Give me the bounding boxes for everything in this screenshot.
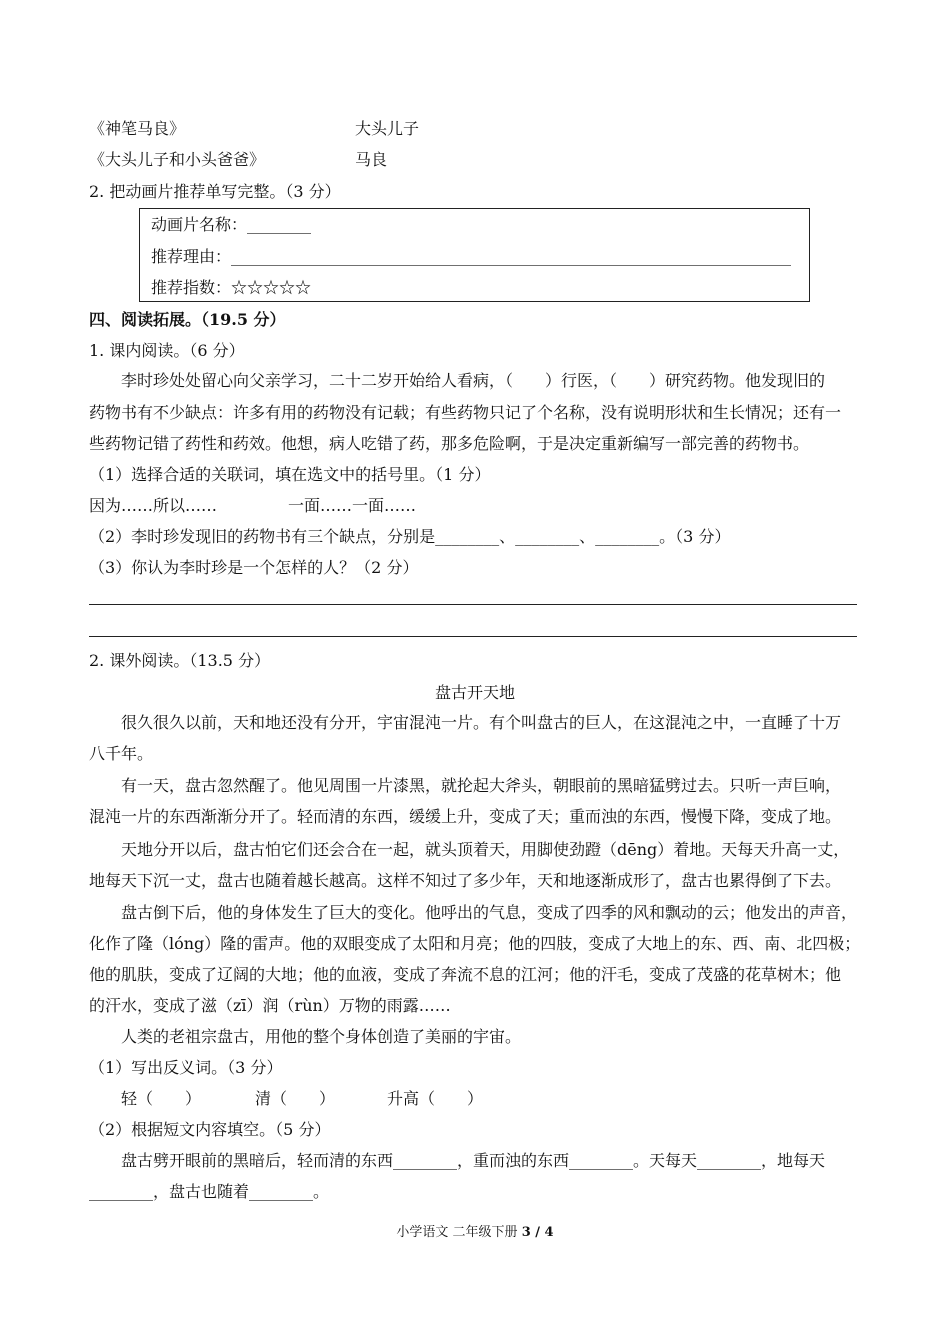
match-left-2: 《大头儿子和小头爸爸》 xyxy=(89,150,266,169)
answer-line-1[interactable] xyxy=(89,604,857,605)
answer-line-2[interactable] xyxy=(89,636,857,637)
story-line-9: 他的肌肤，变成了辽阔的大地；他的血液，变成了奔流不息的江河；他的汗毛，变成了茂盛的花草树木；他 xyxy=(89,965,842,984)
question-2-title: 2. 把动画片推荐单写完整。（3 分） xyxy=(89,182,341,201)
question-1-1: （1）选择合适的关联词，填在选文中的括号里。（1 分） xyxy=(89,465,491,484)
reading-1-title: 1. 课内阅读。（6 分） xyxy=(89,341,245,360)
story-line-4: 混沌一片的东西渐渐分开了。轻而清的东西，缓缓上升，变成了天；重而浊的东西，慢慢下降，变成了地。 xyxy=(89,807,842,826)
recommend-rating: 推荐指数：☆☆☆☆☆ xyxy=(151,278,312,297)
fill-blank-line-1[interactable]: 盘古劈开眼前的黑暗后，轻而清的东西________，重而浊的东西________。天每天________，地每天 xyxy=(121,1151,826,1170)
match-right-2: 马良 xyxy=(355,150,388,169)
match-right-1: 大头儿子 xyxy=(355,119,420,138)
question-2-2: （2）根据短文内容填空。（5 分） xyxy=(89,1120,331,1139)
story-line-11: 人类的老祖宗盘古，用他的整个身体创造了美丽的宇宙。 xyxy=(121,1027,522,1046)
fill-blank-line-2[interactable]: ________，盘古也随着________。 xyxy=(89,1182,330,1201)
question-1-2: （2）李时珍发现旧的药物书有三个缺点，分别是________、________、________。（3 分） xyxy=(89,527,731,546)
story-line-7: 盘古倒下后，他的身体发生了巨大的变化。他呼出的气息，变成了四季的风和飘动的云；他发出的声音， xyxy=(121,903,858,922)
section-4-title: 四、阅读拓展。（19.5 分） xyxy=(89,310,286,329)
question-1-3: （3）你认为李时珍是一个怎样的人？（2 分） xyxy=(89,558,419,577)
story-line-10: 的汗水，变成了滋（zī）润（rùn）万物的雨露…… xyxy=(89,996,451,1015)
recommend-reason-field[interactable]: 推荐理由：______________________________________________________________________ xyxy=(151,247,792,266)
story-line-8: 化作了隆（lóng）隆的雷声。他的双眼变成了太阳和月亮；他的四肢，变成了大地上的东、西、南、北四极； xyxy=(89,934,861,953)
story-line-3: 有一天，盘古忽然醒了。他见周围一片漆黑，就抡起大斧头，朝眼前的黑暗猛劈过去。只听一声巨响， xyxy=(121,776,842,795)
reading-2-title: 2. 课外阅读。（13.5 分） xyxy=(89,651,271,670)
footer-text: 小学语文 二年级下册 xyxy=(396,1225,518,1240)
conjunction-option-1: 因为……所以…… xyxy=(89,496,218,515)
page-number: 3 / 4 xyxy=(521,1225,554,1240)
antonym-blank-1[interactable]: 轻（ ） xyxy=(121,1089,202,1108)
antonym-blank-3[interactable]: 升高（ ） xyxy=(387,1089,484,1108)
conjunction-option-2: 一面……一面…… xyxy=(288,496,417,515)
question-2-1: （1）写出反义词。（3 分） xyxy=(89,1058,283,1077)
page-footer xyxy=(0,1224,950,1242)
passage-1-line-3: 些药物记错了药性和药效。他想，病人吃错了药，那多危险啊，于是决定重新编写一部完善的药物书。 xyxy=(89,434,810,453)
story-title: 盘古开天地 xyxy=(434,683,515,702)
antonym-blank-2[interactable]: 清（ ） xyxy=(255,1089,336,1108)
passage-1-line-1: 李时珍处处留心向父亲学习，二十二岁开始给人看病，（ ）行医，（ ）研究药物。他发现旧的 xyxy=(121,371,826,390)
cartoon-name-field[interactable]: 动画片名称：________ xyxy=(151,215,312,234)
story-line-1: 很久很久以前，天和地还没有分开，宇宙混沌一片。有个叫盘古的巨人，在这混沌之中，一直睡了十万 xyxy=(121,713,842,732)
story-line-2: 八千年。 xyxy=(89,744,154,763)
passage-1-line-2: 药物书有不少缺点：许多有用的药物没有记载；有些药物只记了个名称，没有说明形状和生长情况；还有一 xyxy=(89,403,842,422)
story-line-6: 地每天下沉一丈，盘古也随着越长越高。这样不知过了多少年，天和地逐渐成形了，盘古也累得倒了下去。 xyxy=(89,871,842,890)
story-line-5: 天地分开以后，盘古怕它们还会合在一起，就头顶着天，用脚使劲蹬（dēng）着地。天每天升高一丈， xyxy=(121,840,850,859)
match-left-1: 《神笔马良》 xyxy=(89,119,186,138)
